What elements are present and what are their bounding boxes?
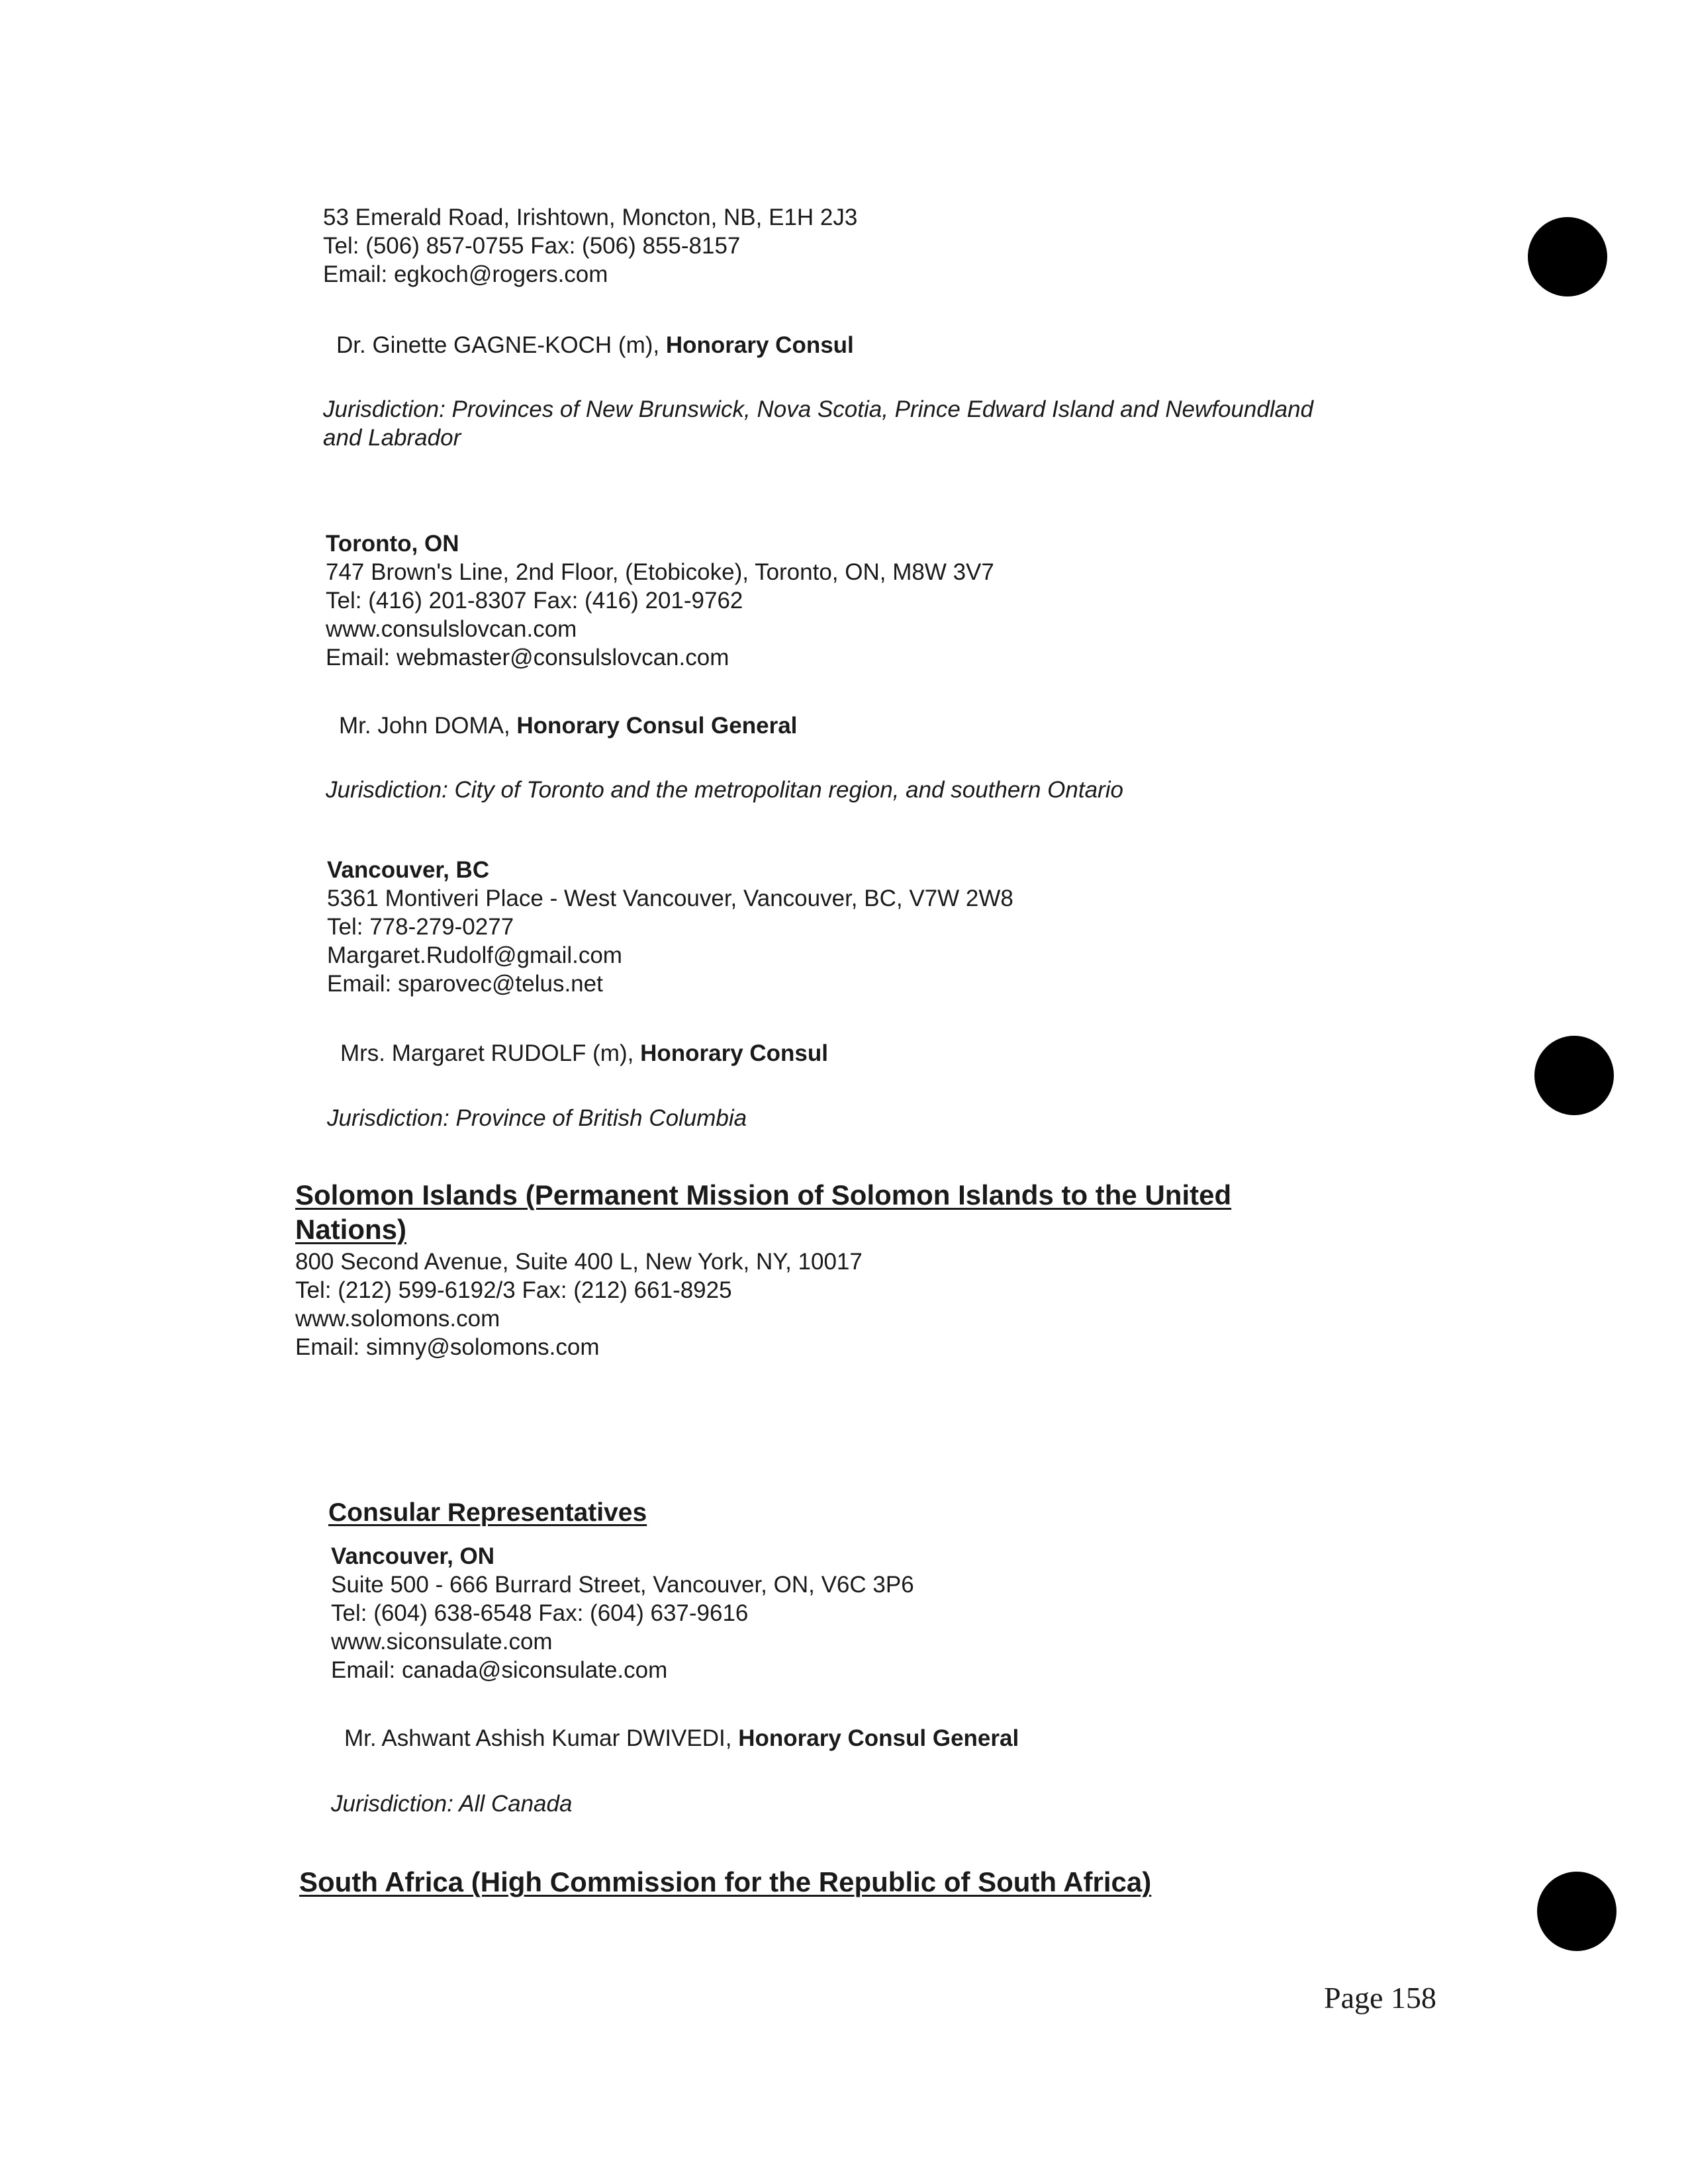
jurisdiction: Jurisdiction: All Canada bbox=[331, 1791, 573, 1817]
web-contact: Margaret.Rudolf@gmail.com bbox=[327, 942, 622, 968]
address: Suite 500 - 666 Burrard Street, Vancouver, ON, V6C 3P6 bbox=[331, 1572, 914, 1598]
consul-title: Honorary Consul bbox=[665, 332, 854, 358]
email: Email: egkoch@rogers.com bbox=[323, 261, 608, 287]
address: 747 Brown's Line, 2nd Floor, (Etobicoke), Toronto, ON, M8W 3V7 bbox=[326, 559, 994, 585]
tel-fax: Tel: (506) 857-0755 Fax: (506) 855-8157 bbox=[323, 233, 741, 259]
tel: Tel: 778-279-0277 bbox=[327, 914, 514, 940]
tel-fax: Tel: (416) 201-8307 Fax: (416) 201-9762 bbox=[326, 588, 743, 614]
country-heading-solomon-islands: Solomon Islands (Permanent Mission of Solomon Islands to the United Nations) bbox=[295, 1179, 1232, 1245]
jurisdiction: Jurisdiction: City of Toronto and the metropolitan region, and southern Ontario bbox=[326, 777, 1123, 803]
consul-entry bbox=[340, 1039, 828, 1068]
city-heading: Vancouver, ON bbox=[331, 1543, 495, 1569]
consul-title: Honorary Consul General bbox=[738, 1725, 1019, 1751]
website: www.solomons.com bbox=[295, 1306, 500, 1332]
consul-title: Honorary Consul bbox=[640, 1040, 828, 1066]
email: Email: canada@siconsulate.com bbox=[331, 1657, 668, 1683]
punch-hole-middle bbox=[1534, 1036, 1614, 1115]
country-heading-south-africa: South Africa (High Commission for the Republic of South Africa) bbox=[299, 1866, 1152, 1897]
toronto-contact bbox=[326, 529, 994, 672]
consul-name: Mr. Ashwant Ashish Kumar DWIVEDI, bbox=[344, 1725, 739, 1751]
tel-fax: Tel: (212) 599-6192/3 Fax: (212) 661-8925 bbox=[295, 1277, 732, 1303]
vancouver-bc-contact bbox=[327, 856, 1013, 998]
city-heading: Vancouver, BC bbox=[327, 857, 490, 883]
consul-title: Honorary Consul General bbox=[516, 713, 798, 739]
consul-entry bbox=[344, 1724, 1019, 1752]
consul-entry bbox=[339, 711, 797, 740]
moncton-contact bbox=[323, 203, 857, 289]
consul-name: Mr. John DOMA, bbox=[339, 713, 517, 739]
jurisdiction: Jurisdiction: Provinces of New Brunswick, Nova Scotia, Prince Edward Island and Newfoundland and Labrador bbox=[323, 396, 1313, 451]
punch-hole-top bbox=[1528, 217, 1607, 296]
email: Email: webmaster@consulslovcan.com bbox=[326, 645, 729, 670]
address: 53 Emerald Road, Irishtown, Moncton, NB, E1H 2J3 bbox=[323, 205, 858, 230]
address: 800 Second Avenue, Suite 400 L, New York, NY, 10017 bbox=[295, 1249, 863, 1275]
punch-hole-bottom bbox=[1537, 1872, 1617, 1951]
jurisdiction: Jurisdiction: Province of British Columbia bbox=[327, 1105, 747, 1131]
solomon-consulate-contact bbox=[331, 1542, 914, 1684]
consul-entry bbox=[336, 331, 854, 359]
consular-representatives-heading: Consular Representatives bbox=[328, 1498, 647, 1527]
email: Email: simny@solomons.com bbox=[295, 1334, 600, 1360]
website: www.siconsulate.com bbox=[331, 1629, 553, 1655]
city-heading: Toronto, ON bbox=[326, 531, 459, 557]
website: www.consulslovcan.com bbox=[326, 616, 577, 642]
solomon-mission-contact bbox=[295, 1248, 863, 1361]
consul-name: Mrs. Margaret RUDOLF (m), bbox=[340, 1040, 641, 1066]
email: Email: sparovec@telus.net bbox=[327, 971, 603, 997]
consul-name: Dr. Ginette GAGNE-KOCH (m), bbox=[336, 332, 666, 358]
address: 5361 Montiveri Place - West Vancouver, Vancouver, BC, V7W 2W8 bbox=[327, 886, 1013, 911]
page-number: Page 158 bbox=[1324, 1981, 1436, 2015]
tel-fax: Tel: (604) 638-6548 Fax: (604) 637-9616 bbox=[331, 1600, 749, 1626]
